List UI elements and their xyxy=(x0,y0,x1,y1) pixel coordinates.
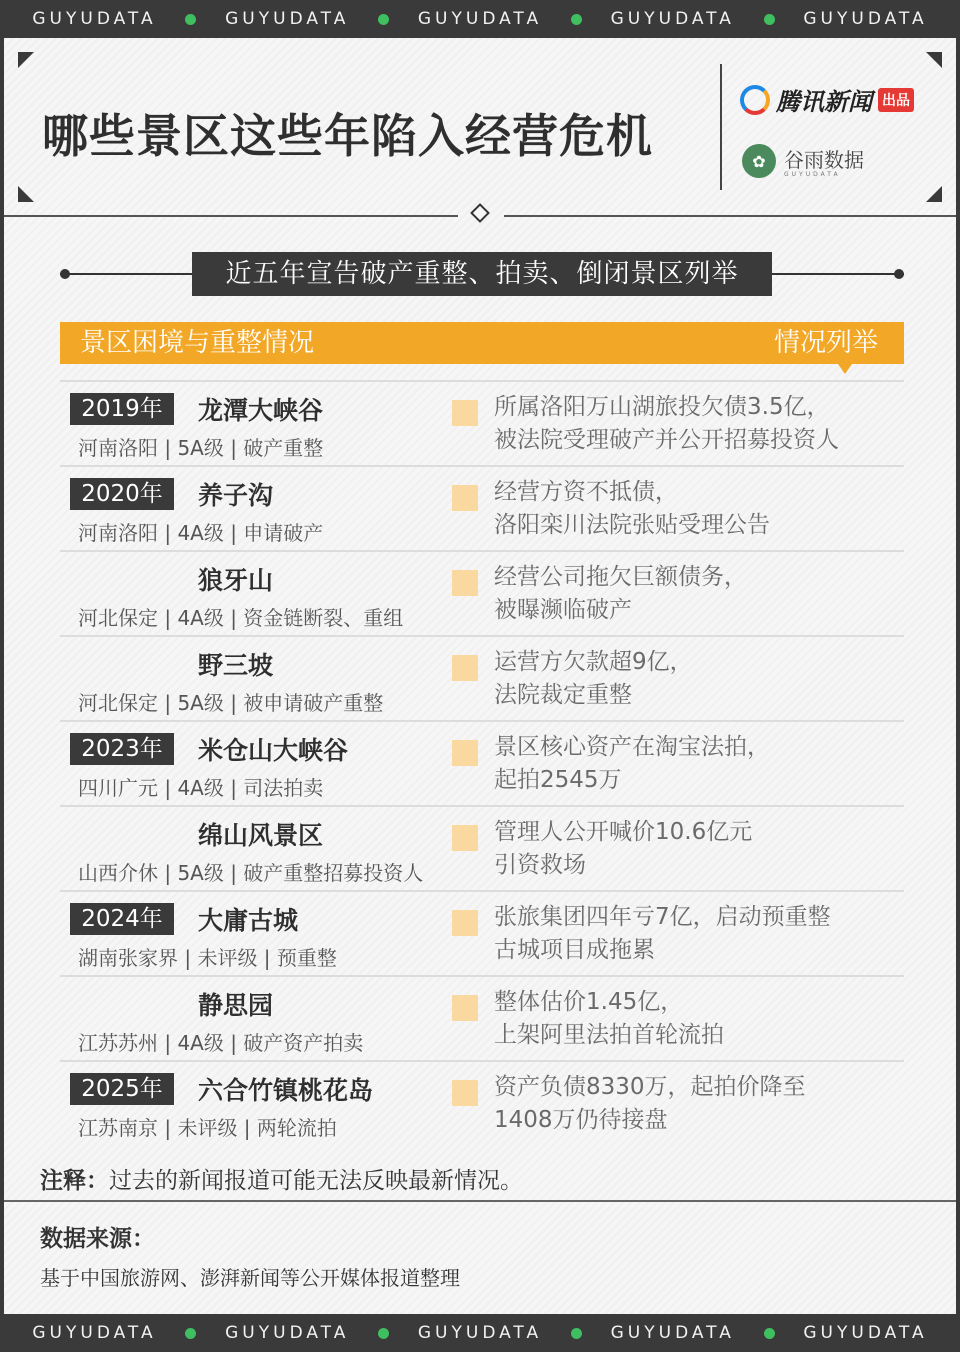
strip-word: GUYUDATA xyxy=(225,9,350,29)
source-text: 基于中国旅游网、澎湃新闻等公开媒体报道整理 xyxy=(40,1266,460,1290)
scenic-desc xyxy=(494,1071,806,1137)
scenic-meta: 四川广元 | 4A级 | 司法拍卖 xyxy=(78,776,324,800)
guyu-data-sub: GUYUDATA xyxy=(784,171,841,178)
strip-dot xyxy=(571,14,582,25)
bullet-square xyxy=(452,485,478,511)
desc-line: 经营方资不抵债， xyxy=(494,479,678,505)
scenic-desc xyxy=(494,986,724,1052)
desc-line: 法院裁定重整 xyxy=(494,682,632,708)
desc-line: 张旅集团四年亏7亿，启动预重整 xyxy=(494,904,831,930)
strip-word: GUYUDATA xyxy=(417,9,543,29)
year-tag: 2025年 xyxy=(70,1073,174,1105)
tencent-news-icon xyxy=(740,85,770,115)
corner-mark xyxy=(926,52,942,68)
scenic-list xyxy=(60,380,904,1145)
desc-line: 所属洛阳万山湖旅投欠债3.5亿， xyxy=(494,394,830,420)
desc-line: 经营公司拖欠巨额债务， xyxy=(494,564,747,590)
table-row xyxy=(60,550,904,635)
bottom-brand-strip xyxy=(0,1314,960,1352)
desc-line: 上架阿里法拍首轮流拍 xyxy=(494,1022,724,1048)
strip-dot xyxy=(764,1328,775,1339)
scenic-name: 六合竹镇桃花岛 xyxy=(198,1076,374,1105)
scenic-desc xyxy=(494,561,747,627)
scenic-desc xyxy=(494,731,770,797)
footnote-label: 注释： xyxy=(40,1168,109,1194)
scenic-name: 野三坡 xyxy=(198,651,274,680)
bullet-square xyxy=(452,1080,478,1106)
table-header-left: 景区困境与重整情况 xyxy=(80,328,315,358)
scenic-name: 米仓山大峡谷 xyxy=(198,736,349,765)
strip-word: GUYUDATA xyxy=(417,1323,543,1343)
bullet-square xyxy=(452,655,478,681)
scenic-meta: 河北保定 | 4A级 | 资金链断裂、重组 xyxy=(78,606,404,630)
table-row xyxy=(60,635,904,720)
year-tag: 2019年 xyxy=(70,393,174,425)
strip-dot xyxy=(764,14,775,25)
guyu-data-logo xyxy=(742,144,864,178)
footnote-text: 过去的新闻报道可能无法反映最新情况。 xyxy=(109,1168,523,1194)
scenic-meta: 河北保定 | 5A级 | 被申请破产重整 xyxy=(78,691,384,715)
bullet-square xyxy=(452,825,478,851)
corner-mark xyxy=(18,52,34,68)
strip-word: GUYUDATA xyxy=(32,9,157,29)
desc-line: 引资救场 xyxy=(494,852,586,878)
desc-line: 运营方欠款超9亿， xyxy=(494,649,693,675)
strip-dot xyxy=(378,1328,389,1339)
desc-line: 被法院受理破产并公开招募投资人 xyxy=(494,427,839,453)
scenic-meta: 河南洛阳 | 5A级 | 破产重整 xyxy=(78,436,324,460)
year-tag: 2023年 xyxy=(70,733,174,765)
scenic-meta: 河南洛阳 | 4A级 | 申请破产 xyxy=(78,521,324,545)
guyu-data-name: 谷雨数据 xyxy=(784,148,864,172)
scenic-name: 狼牙山 xyxy=(198,566,274,595)
table-row xyxy=(60,465,904,550)
strip-dot xyxy=(571,1328,582,1339)
corner-mark xyxy=(926,186,942,202)
subtitle-bar xyxy=(60,252,904,296)
header-rule-right xyxy=(504,215,956,217)
scenic-desc xyxy=(494,901,831,967)
strip-word: GUYUDATA xyxy=(610,1323,735,1343)
header-divider xyxy=(720,64,722,190)
desc-line: 资产负债8330万，起拍价降至 xyxy=(494,1074,806,1100)
scenic-desc xyxy=(494,816,752,882)
year-tag: 2020年 xyxy=(70,478,174,510)
scenic-meta: 山西介休 | 5A级 | 破产重整招募投资人 xyxy=(78,861,424,885)
footnote xyxy=(40,1162,523,1195)
bullet-square xyxy=(452,995,478,1021)
desc-line: 古城项目成拖累 xyxy=(494,937,655,963)
header-pointer xyxy=(838,364,852,374)
bullet-square xyxy=(452,910,478,936)
desc-line: 1408万仍待接盘 xyxy=(494,1107,668,1133)
desc-line: 起拍2545万 xyxy=(494,767,622,793)
desc-line: 洛阳栾川法院张贴受理公告 xyxy=(494,512,770,538)
header-rule-left xyxy=(4,215,458,217)
table-header xyxy=(60,322,904,364)
page-title: 哪些景区这些年陷入经营危机 xyxy=(42,109,653,163)
scenic-name: 静思园 xyxy=(198,991,274,1020)
subtitle-dot xyxy=(894,269,904,279)
desc-line: 景区核心资产在淘宝法拍， xyxy=(494,734,770,760)
strip-word: GUYUDATA xyxy=(803,9,928,29)
corner-mark xyxy=(18,186,34,202)
poster xyxy=(4,38,956,1314)
table-row xyxy=(60,975,904,1060)
scenic-desc xyxy=(494,646,693,712)
tencent-news-logo xyxy=(740,82,914,117)
scenic-name: 龙潭大峡谷 xyxy=(198,396,324,425)
subtitle: 近五年宣告破产重整、拍卖、倒闭景区列举 xyxy=(192,252,772,296)
tencent-news-badge: 出品 xyxy=(878,88,914,112)
scenic-meta: 江苏苏州 | 4A级 | 破产资产拍卖 xyxy=(78,1031,364,1055)
year-tag: 2024年 xyxy=(70,903,174,935)
diamond-ornament xyxy=(470,203,490,223)
table-row xyxy=(60,805,904,890)
scenic-desc xyxy=(494,391,839,457)
strip-dot xyxy=(185,14,196,25)
table-row xyxy=(60,890,904,975)
table-header-right: 情况列举 xyxy=(773,328,878,358)
scenic-name: 大庸古城 xyxy=(198,906,299,935)
strip-word: GUYUDATA xyxy=(803,1323,928,1343)
strip-dot xyxy=(185,1328,196,1339)
subtitle-dot xyxy=(60,269,70,279)
scenic-name: 绵山风景区 xyxy=(198,821,324,850)
desc-line: 管理人公开喊价10.6亿元 xyxy=(494,819,753,845)
strip-word: GUYUDATA xyxy=(225,1323,350,1343)
strip-dot xyxy=(378,14,389,25)
bullet-square xyxy=(452,570,478,596)
table-row xyxy=(60,380,904,465)
top-brand-strip xyxy=(0,0,960,38)
strip-word: GUYUDATA xyxy=(32,1323,157,1343)
scenic-desc xyxy=(494,476,770,542)
scenic-name: 养子沟 xyxy=(198,481,274,510)
source-label: 数据来源： xyxy=(40,1226,155,1252)
tencent-news-name: 腾讯新闻 xyxy=(776,88,872,116)
bullet-square xyxy=(452,400,478,426)
strip-word: GUYUDATA xyxy=(610,9,735,29)
scenic-meta: 湖南张家界 | 未评级 | 预重整 xyxy=(78,946,337,970)
scenic-meta: 江苏南京 | 未评级 | 两轮流拍 xyxy=(78,1116,337,1140)
bird-icon: ✿ xyxy=(742,144,776,178)
desc-line: 被曝濒临破产 xyxy=(494,597,632,623)
footer-rule xyxy=(4,1200,956,1202)
table-row xyxy=(60,1060,904,1145)
table-row xyxy=(60,720,904,805)
desc-line: 整体估价1.45亿， xyxy=(494,989,684,1015)
bullet-square xyxy=(452,740,478,766)
